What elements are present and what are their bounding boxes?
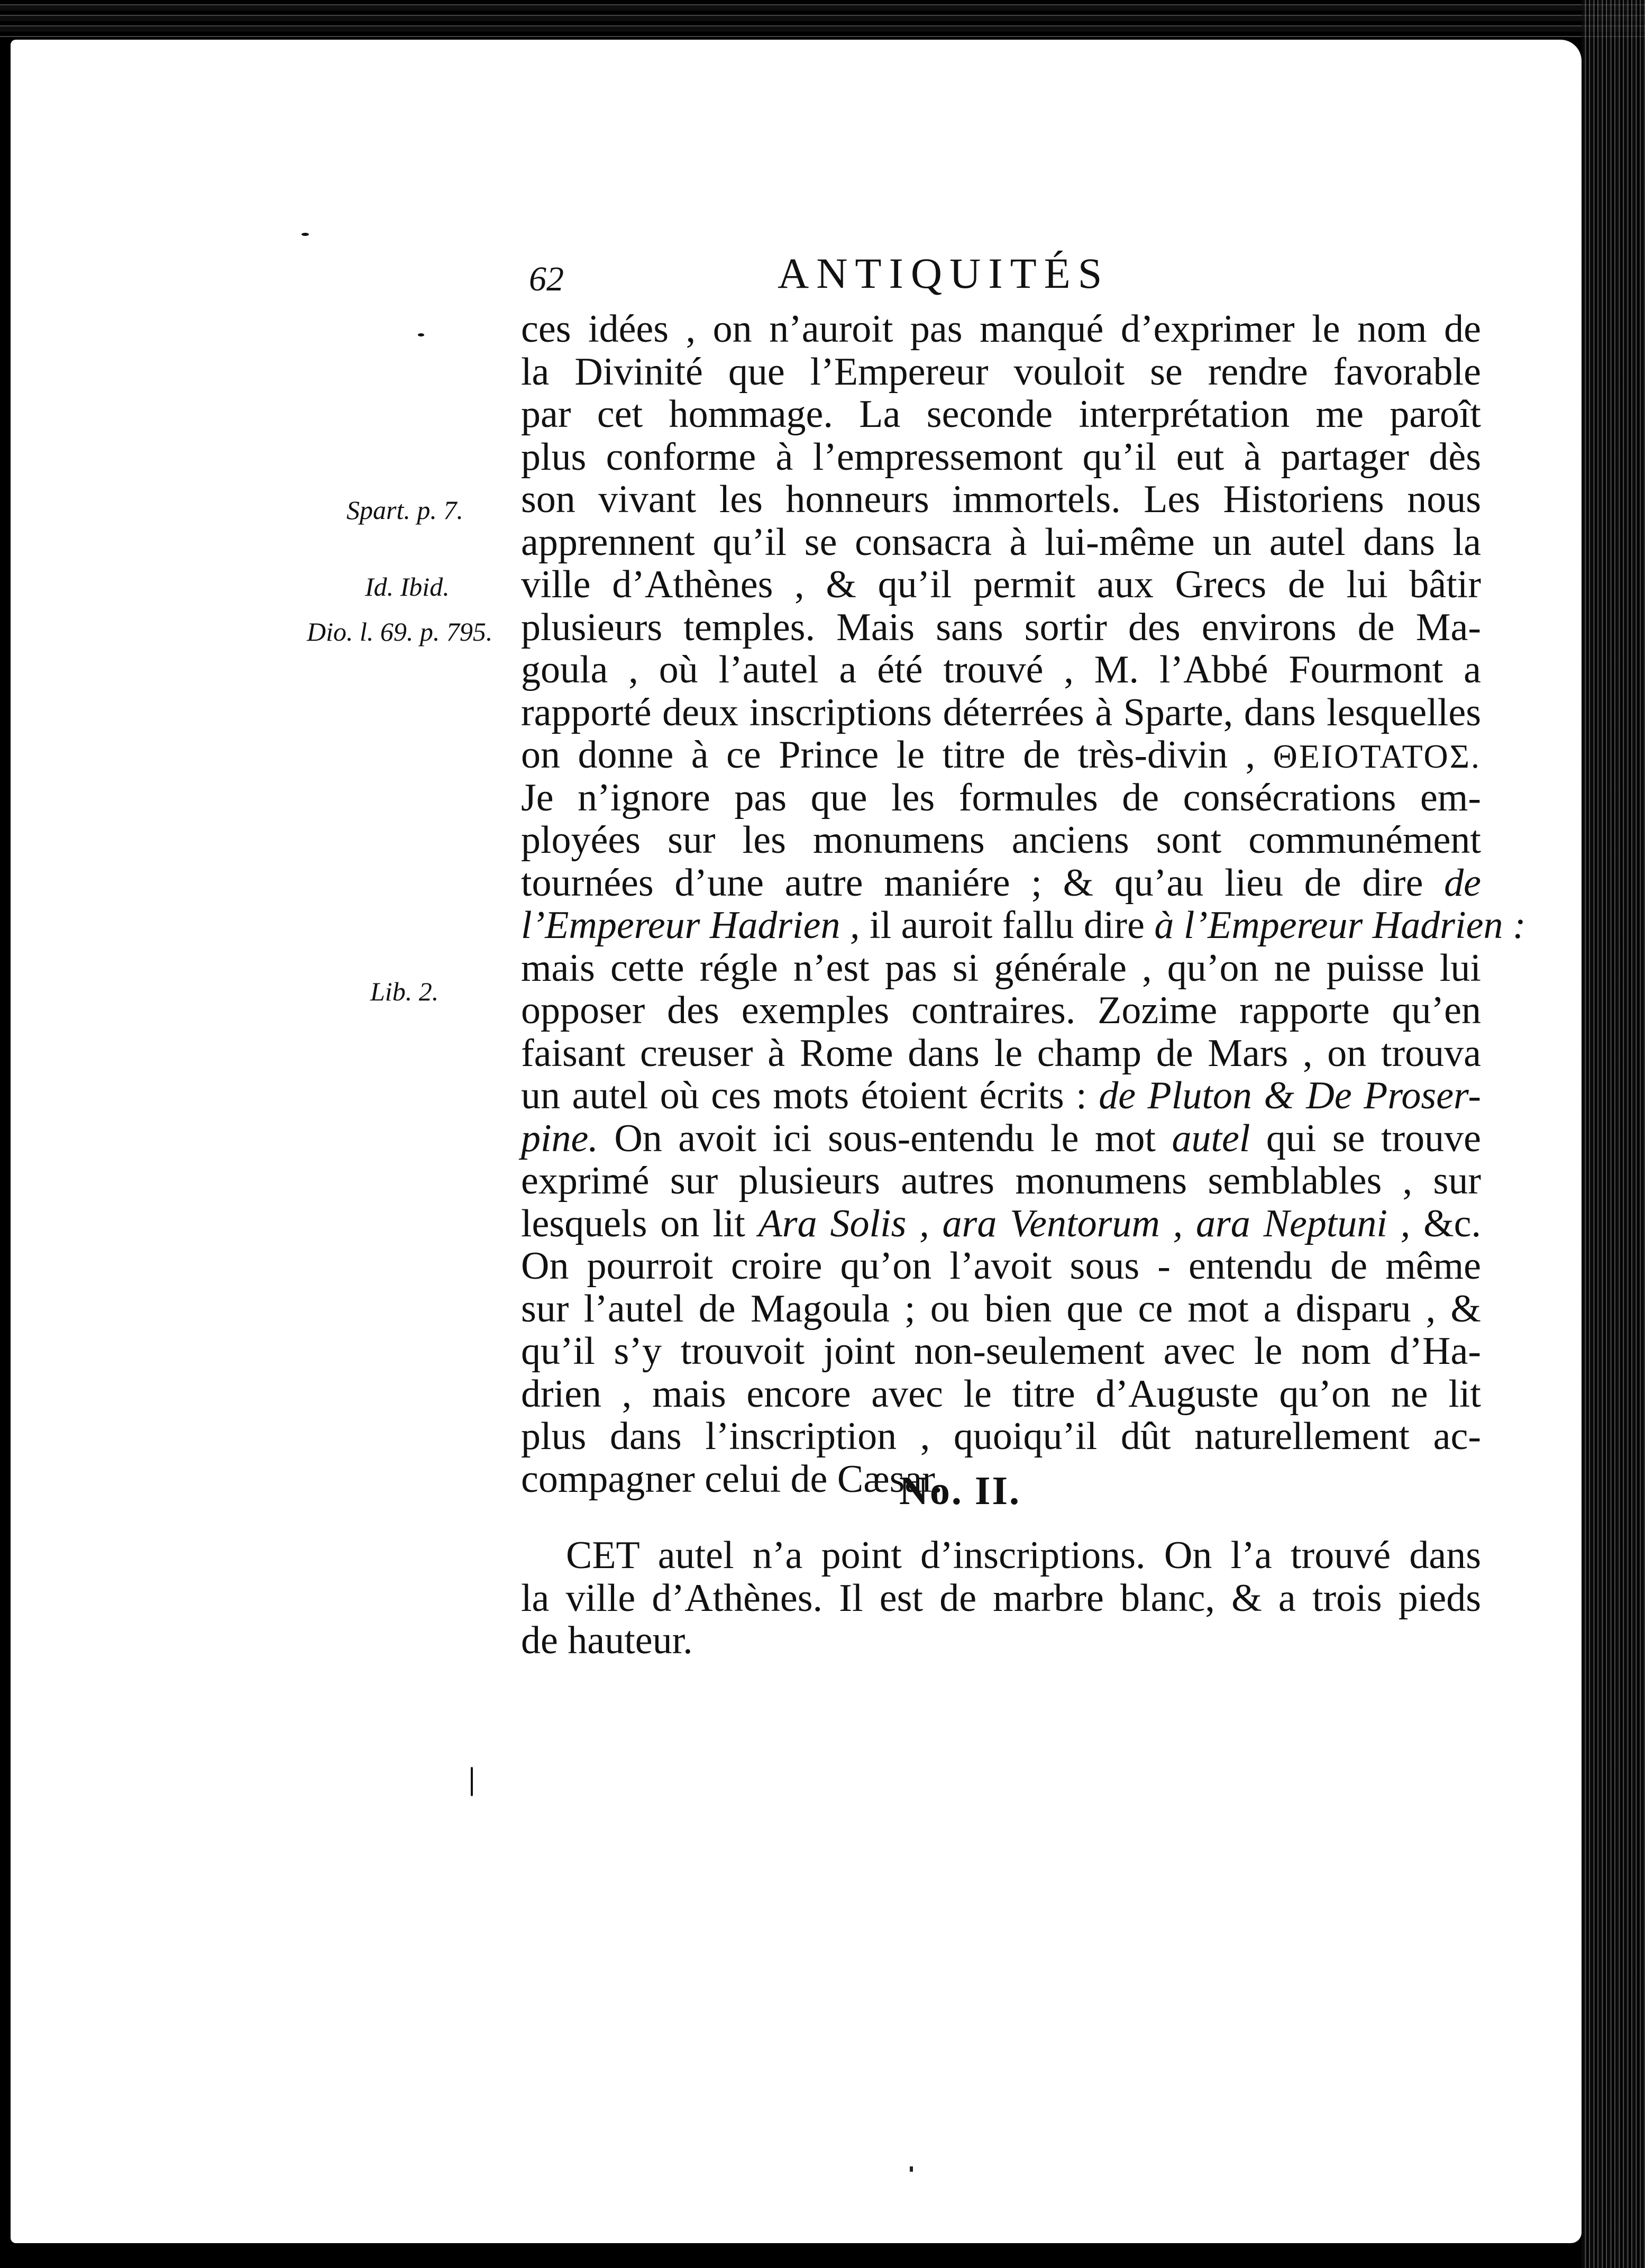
text-line: on donne à ce Prince le titre de très-divin , ΘΕΙΟΤΑΤΟΣ. — [521, 733, 1481, 777]
margin-note: Dio. l. 69. p. 795. — [307, 617, 493, 646]
scan-edge-right — [1582, 0, 1645, 2268]
ink-speck — [418, 333, 424, 336]
text-line: l’Empereur Hadrien , il auroit fallu dire à l’Empereur Hadrien : — [521, 904, 1526, 947]
text-line: CET autel n’a point d’inscriptions. On l’a trouvé dans — [566, 1534, 1481, 1577]
main-paragraph — [521, 307, 1526, 1501]
text-line: tournées d’une autre maniére ; & qu’au lieu de dire de — [521, 861, 1482, 905]
text-line: plus dans l’inscription , quoiqu’il dût naturellement ac- — [521, 1415, 1481, 1458]
scan-edge-top — [0, 0, 1645, 37]
text-line: ployées sur les monumens anciens sont communément — [521, 818, 1481, 862]
margin-note: Spart. p. 7. — [346, 495, 463, 525]
text-line: Je n’ignore pas que les formules de consécrations em- — [521, 776, 1481, 819]
text-line: goula , où l’autel a été trouvé , M. l’Abbé Fourmont a — [521, 648, 1481, 691]
page-number: 62 — [529, 260, 564, 298]
text-line: exprimé sur plusieurs autres monumens semblables , sur — [521, 1159, 1481, 1203]
text-line: par cet hommage. La seconde interprétation me paroît — [521, 393, 1481, 436]
text-line: plus conforme à l’empressemont qu’il eut à partager dès — [521, 435, 1481, 479]
text-line: On pourroit croire qu’on l’avoit sous - entendu de même — [521, 1244, 1481, 1288]
text-line: apprennent qu’il se consacra à lui-même un autel dans la — [521, 520, 1481, 564]
text-line: sur l’autel de Magoula ; ou bien que ce mot a disparu , & — [521, 1287, 1481, 1331]
ink-speck — [301, 233, 309, 236]
text-line: qu’il s’y trouvoit joint non-seulement avec le nom d’Ha- — [521, 1329, 1481, 1373]
text-line: lesquels on lit Ara Solis , ara Ventorum , ara Neptuni , &c. — [521, 1201, 1482, 1245]
text-line: son vivant les honneurs immortels. Les Historiens nous — [521, 478, 1481, 521]
margin-note: Lib. 2. — [370, 977, 439, 1006]
text-line: drien , mais encore avec le titre d’Auguste qu’on ne lit — [521, 1372, 1481, 1416]
text-line: ces idées , on n’auroit pas manqué d’exprimer le nom de — [521, 307, 1481, 351]
text-line: ville d’Athènes , & qu’il permit aux Grecs de lui bâtir — [521, 563, 1481, 606]
section-paragraph — [521, 1534, 1481, 1662]
page-title: ANTIQUITÉS — [778, 249, 1110, 297]
ink-mark — [910, 2166, 913, 2172]
text-line: rapporté deux inscriptions déterrées à Sparte, dans lesquelles — [521, 690, 1481, 734]
text-line: de hauteur. — [521, 1619, 693, 1662]
text-line: la ville d’Athènes. Il est de marbre blanc, & a trois pieds — [521, 1576, 1481, 1620]
ink-speck — [471, 1767, 473, 1796]
text-line: la Divinité que l’Empereur vouloit se rendre favorable — [521, 350, 1481, 394]
text-line: opposer des exemples contraires. Zozime rapporte qu’en — [521, 989, 1481, 1032]
text-line: pine. On avoit ici sous-entendu le mot autel qui se trouve — [521, 1116, 1482, 1160]
margin-note: Id. Ibid. — [365, 572, 450, 602]
greek-word: ΘΕΙΟΤΑΤΟΣ. — [1273, 737, 1481, 775]
section-heading: No. II. — [899, 1469, 1021, 1513]
text-line: un autel où ces mots étoient écrits : de Pluton & De Proser- — [521, 1074, 1482, 1117]
text-line: compagner celui de Cæsar. — [521, 1457, 943, 1501]
text-line: mais cette régle n’est pas si générale , qu’on ne puisse lui — [521, 946, 1481, 990]
text-line: plusieurs temples. Mais sans sortir des environs de Ma- — [521, 605, 1481, 649]
text-line: faisant creuser à Rome dans le champ de Mars , on trouva — [521, 1031, 1481, 1075]
